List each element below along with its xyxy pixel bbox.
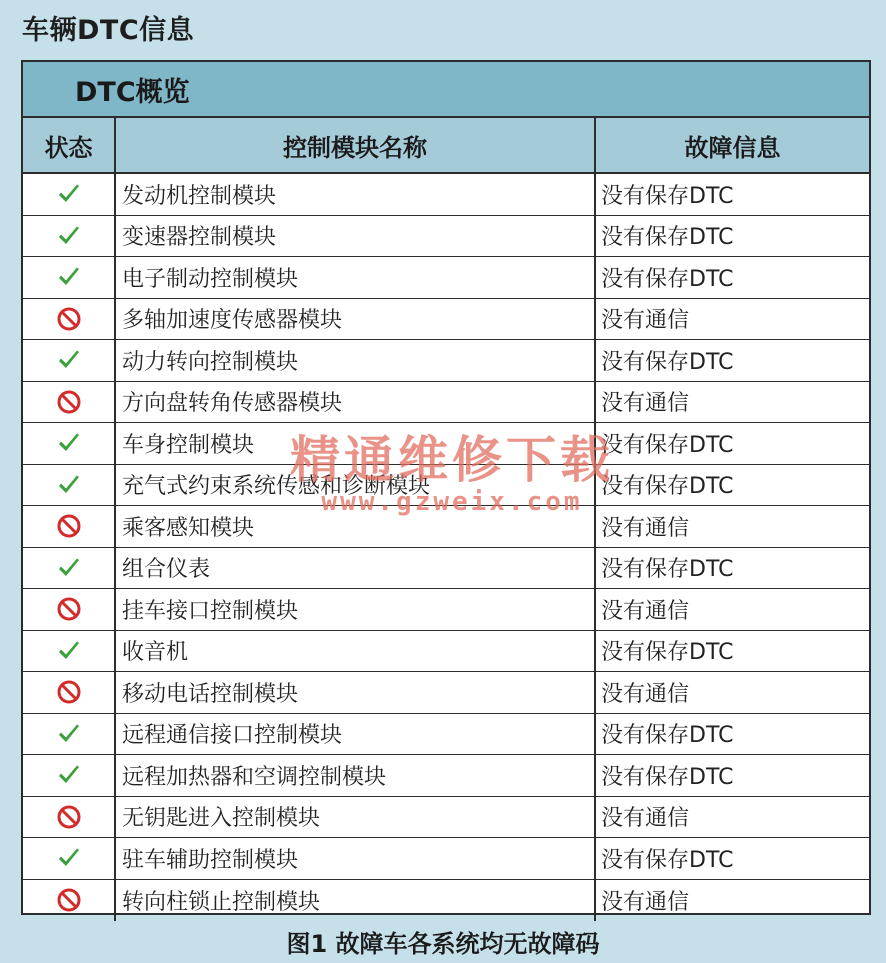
table-body [23, 174, 869, 921]
status-cell [23, 174, 116, 215]
module-name-cell: 方向盘转角传感器模块 [116, 382, 596, 423]
module-name-cell: 充气式约束系统传感和诊断模块 [116, 465, 596, 506]
table-row [23, 631, 869, 673]
fault-info-cell: 没有通信 [601, 391, 690, 417]
table-row [23, 714, 869, 756]
module-name-cell: 多轴加速度传感器模块 [116, 299, 596, 340]
red-prohibited-icon [56, 804, 82, 830]
status-cell [23, 672, 116, 713]
table-row [23, 838, 869, 880]
module-name-cell: 远程加热器和空调控制模块 [116, 755, 596, 796]
red-prohibited-icon [56, 306, 82, 332]
fault-info-cell: 没有保存DTC [601, 640, 734, 666]
module-name-cell: 动力转向控制模块 [116, 340, 596, 381]
table-row [23, 755, 869, 797]
table-row [23, 423, 869, 465]
table-row [23, 506, 869, 548]
status-cell [23, 714, 116, 755]
fault-info-cell: 没有保存DTC [601, 474, 734, 500]
column-header-status: 状态 [23, 118, 116, 172]
table-row [23, 797, 869, 839]
status-cell [23, 423, 116, 464]
watermark-url: www.gzweix.com [321, 487, 583, 517]
module-name-cell: 远程通信接口控制模块 [116, 714, 596, 755]
green-checkmark-icon [56, 181, 82, 207]
module-name-cell: 转向柱锁止控制模块 [116, 880, 596, 922]
figure-caption: 图1 故障车各系统均无故障码 [286, 930, 600, 958]
fault-info-cell: 没有保存DTC [601, 349, 734, 375]
green-checkmark-icon [56, 472, 82, 498]
module-name-cell: 电子制动控制模块 [116, 257, 596, 298]
module-name-cell: 组合仪表 [116, 548, 596, 589]
fault-info-cell: 没有通信 [601, 806, 690, 832]
status-cell [23, 548, 116, 589]
status-cell [23, 797, 116, 838]
module-name-cell: 收音机 [116, 631, 596, 672]
green-checkmark-icon [56, 347, 82, 373]
overview-header [23, 62, 869, 118]
fault-info-cell: 没有通信 [601, 515, 690, 541]
fault-info-cell: 没有保存DTC [601, 183, 734, 209]
status-cell [23, 465, 116, 506]
red-prohibited-icon [56, 887, 82, 913]
column-header-fault: 故障信息 [684, 133, 781, 162]
green-checkmark-icon [56, 555, 82, 581]
status-cell [23, 880, 116, 922]
green-checkmark-icon [56, 762, 82, 788]
green-checkmark-icon [56, 638, 82, 664]
fault-info-cell: 没有通信 [601, 889, 690, 915]
fault-info-cell: 没有保存DTC [601, 723, 734, 749]
status-cell [23, 838, 116, 879]
fault-info-cell: 没有保存DTC [601, 557, 734, 583]
module-name-cell: 移动电话控制模块 [116, 672, 596, 713]
module-name-cell: 乘客感知模块 [116, 506, 596, 547]
status-cell [23, 589, 116, 630]
table-row [23, 216, 869, 258]
green-checkmark-icon [56, 223, 82, 249]
table-row [23, 382, 869, 424]
status-cell [23, 506, 116, 547]
module-name-cell: 挂车接口控制模块 [116, 589, 596, 630]
table-row [23, 257, 869, 299]
status-cell [23, 257, 116, 298]
status-cell [23, 299, 116, 340]
red-prohibited-icon [56, 513, 82, 539]
status-cell [23, 216, 116, 257]
status-cell [23, 631, 116, 672]
fault-info-cell: 没有通信 [601, 308, 690, 334]
red-prohibited-icon [56, 596, 82, 622]
status-cell [23, 340, 116, 381]
table-row [23, 299, 869, 341]
fault-info-cell: 没有通信 [601, 598, 690, 624]
fault-info-cell: 没有保存DTC [601, 764, 734, 790]
fault-info-cell: 没有通信 [601, 681, 690, 707]
fault-info-cell: 没有保存DTC [601, 432, 734, 458]
module-name-cell: 发动机控制模块 [116, 174, 596, 215]
table-row [23, 548, 869, 590]
dtc-table [21, 60, 871, 915]
green-checkmark-icon [56, 721, 82, 747]
table-row [23, 340, 869, 382]
column-header-module: 控制模块名称 [116, 118, 596, 172]
table-row [23, 174, 869, 216]
table-row [23, 880, 869, 922]
table-row [23, 465, 869, 507]
column-header-row [23, 118, 869, 174]
green-checkmark-icon [56, 845, 82, 871]
module-name-cell: 变速器控制模块 [116, 216, 596, 257]
green-checkmark-icon [56, 264, 82, 290]
fault-info-cell: 没有保存DTC [601, 225, 734, 251]
table-row [23, 672, 869, 714]
fault-info-cell: 没有保存DTC [601, 847, 734, 873]
red-prohibited-icon [56, 389, 82, 415]
module-name-cell: 车身控制模块 [116, 423, 596, 464]
status-cell [23, 382, 116, 423]
fault-info-cell: 没有保存DTC [601, 266, 734, 292]
overview-title: DTC概览 [75, 76, 190, 108]
module-name-cell: 无钥匙进入控制模块 [116, 797, 596, 838]
module-name-cell: 驻车辅助控制模块 [116, 838, 596, 879]
table-row [23, 589, 869, 631]
green-checkmark-icon [56, 430, 82, 456]
status-cell [23, 755, 116, 796]
section-title: 车辆DTC信息 [22, 15, 195, 46]
watermark-text: 精通维修下载 [290, 431, 614, 489]
red-prohibited-icon [56, 679, 82, 705]
